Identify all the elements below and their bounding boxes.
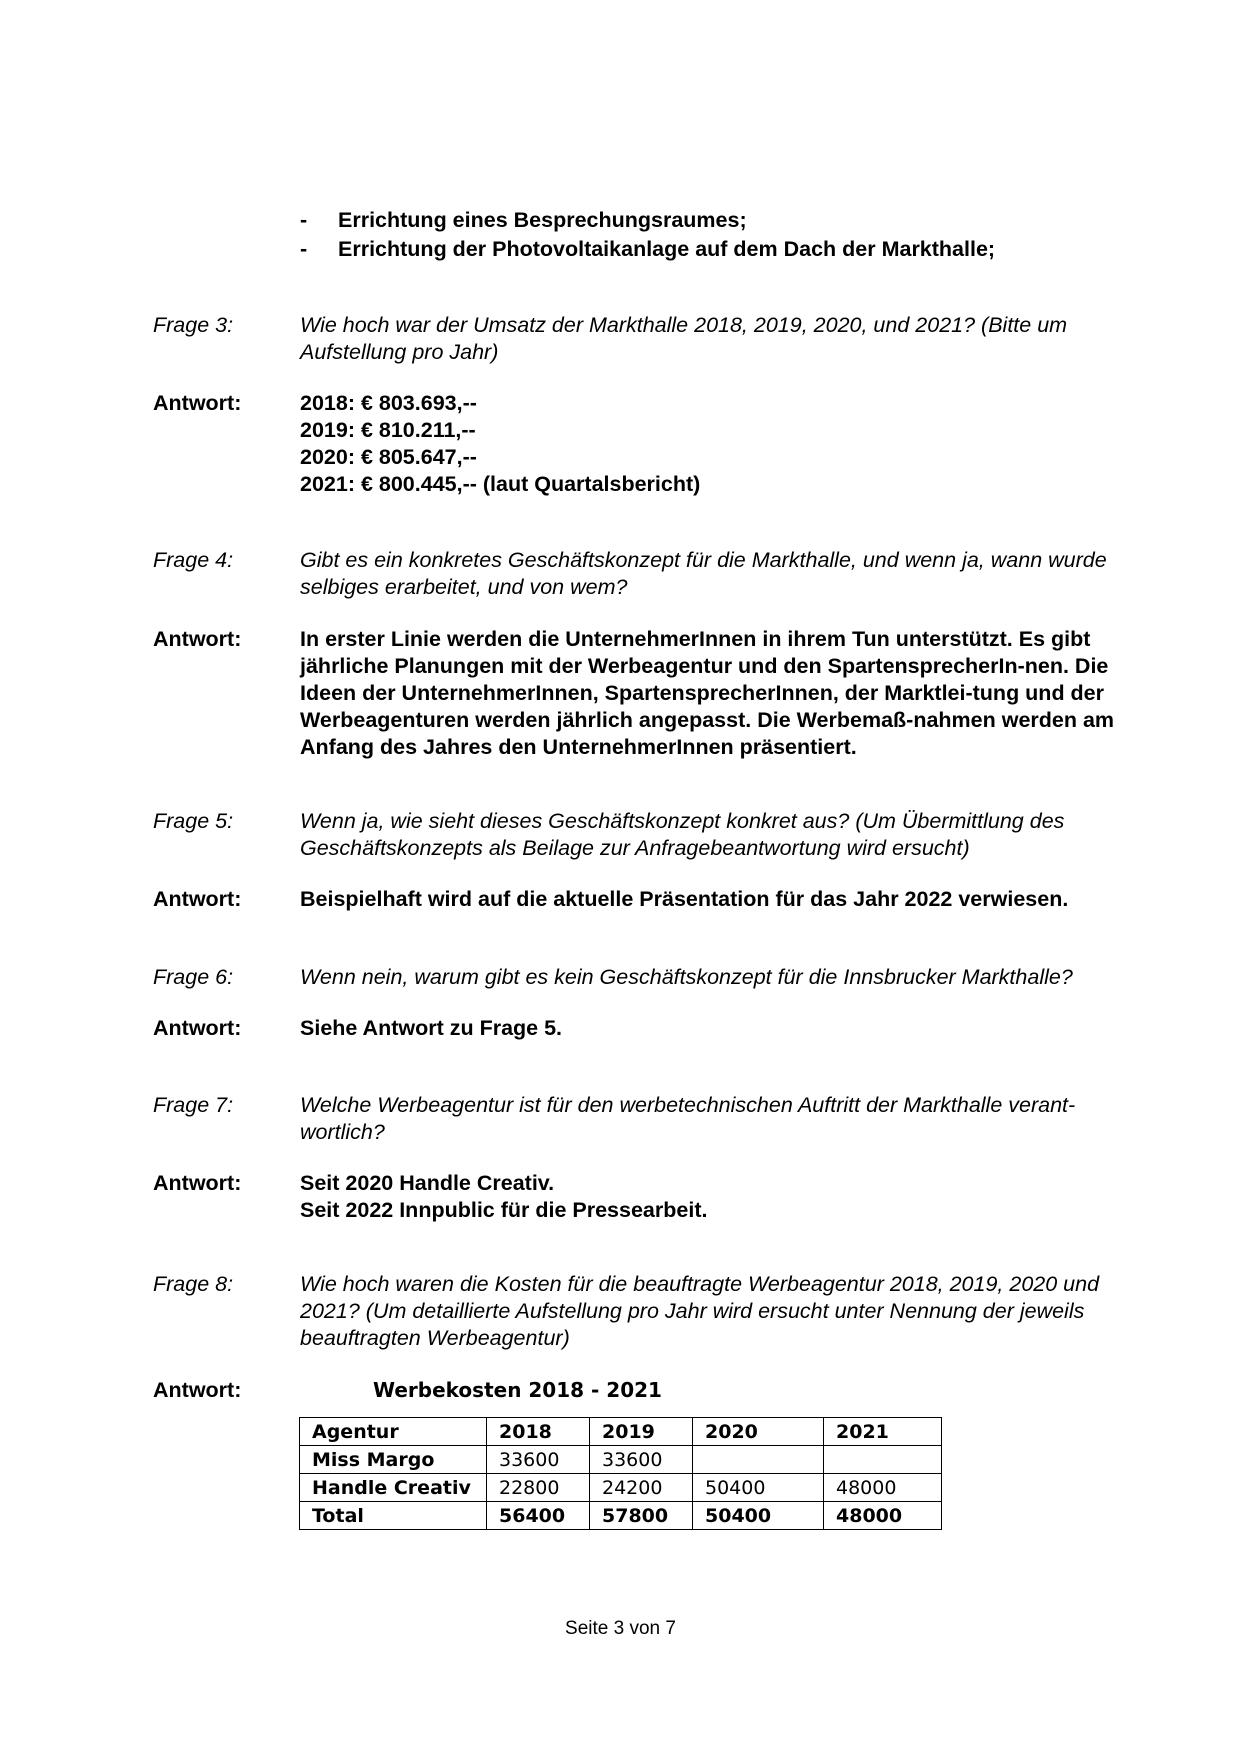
table-header-cell: 2020: [693, 1418, 824, 1446]
table-cell: 50400: [693, 1502, 824, 1530]
answer-7: [153, 1170, 1133, 1224]
table-cell: 57800: [590, 1502, 693, 1530]
question-text: Wenn ja, wie sieht dieses Geschäftskonzept konkret aus? (Um Übermittlung des Geschäftskonzepts als Beilage zur Anfragebeantwortung wird ersucht): [300, 809, 1065, 860]
question-4: [153, 547, 1133, 601]
question-label: Frage 3:: [153, 313, 234, 337]
question-label: Frage 6:: [153, 965, 234, 989]
answer-4: [153, 626, 1133, 761]
answer-text: [300, 1170, 1133, 1224]
question-label: Frage 4:: [153, 548, 234, 572]
table-header-cell: Agentur: [300, 1418, 487, 1446]
table-row: [300, 1446, 942, 1474]
table-total-row: [300, 1502, 942, 1530]
answer-line: 2018: € 803.693,--: [300, 391, 477, 415]
answer-label: Antwort:: [153, 627, 242, 651]
advertising-costs-table: [299, 1417, 942, 1530]
answer-6: [153, 1015, 1133, 1042]
answer-text: Beispielhaft wird auf die aktuelle Präsentation für das Jahr 2022 verwiesen.: [300, 887, 1069, 911]
question-8: [153, 1271, 1133, 1352]
page-footer: Seite 3 von 7: [565, 1618, 676, 1639]
question-5: [153, 808, 1133, 862]
answer-label: Antwort:: [153, 1171, 242, 1195]
table-cell: 33600: [590, 1446, 693, 1474]
question-label: Frage 7:: [153, 1093, 234, 1117]
table-cell: [824, 1446, 942, 1474]
answer-line: 2021: € 800.445,-- (laut Quartalsbericht): [300, 472, 701, 496]
question-text: Gibt es ein konkretes Geschäftskonzept für die Markthalle, und wenn ja, wann wurde selbiges erarbeitet, und von wem?: [300, 548, 1107, 599]
bullet-marker: -: [300, 237, 308, 261]
answer-line: 2019: € 810.211,--: [300, 418, 476, 442]
question-text: Welche Werbeagentur ist für den werbetechnischen Auftritt der Markthalle verant-wortlich?: [300, 1093, 1076, 1144]
table-row: [300, 1474, 942, 1502]
table-cell: Handle Creativ: [300, 1474, 487, 1502]
answer-label: Antwort:: [153, 887, 242, 911]
table-header-cell: 2019: [590, 1418, 693, 1446]
table-header-cell: 2021: [824, 1418, 942, 1446]
table-cell: 22800: [487, 1474, 590, 1502]
table-cell: Total: [300, 1502, 487, 1530]
table-title: Werbekosten 2018 - 2021: [373, 1378, 662, 1402]
bullet-item: [300, 206, 995, 235]
question-3: [153, 312, 1133, 366]
answer-text: Siehe Antwort zu Frage 5.: [300, 1016, 563, 1040]
answer-label: Antwort:: [153, 391, 242, 415]
answer-line: 2020: € 805.647,--: [300, 445, 477, 469]
table-cell: 50400: [693, 1474, 824, 1502]
question-label: Frage 5:: [153, 809, 234, 833]
question-text: Wie hoch waren die Kosten für die beauftragte Werbeagentur 2018, 2019, 2020 und 2021? (Um detaillierte Aufstellung pro Jahr wird ersucht unter Nennung der jeweils beauftragten Werbeagentur): [300, 1272, 1100, 1350]
table-cell: [693, 1446, 824, 1474]
answer-line: Seit 2022 Innpublic für die Pressearbeit.: [300, 1198, 708, 1222]
answer-label: Antwort:: [153, 1378, 242, 1402]
answer-3: [153, 390, 1133, 498]
table-header-cell: 2018: [487, 1418, 590, 1446]
answer-text: In erster Linie werden die UnternehmerInnen in ihrem Tun unterstützt. Es gibt jährliche Planungen mit der Werbeagentur und den SpartensprecherIn-nen. Die Ideen der UnternehmerInnen, SpartensprecherInnen, der Marktlei-tung und der Werbeagenturen werden jährlich angepasst. Die Werbemaß-nahmen werden am Anfang des Jahres den UnternehmerInnen präsentiert.: [300, 627, 1115, 759]
bullet-item: [300, 235, 995, 264]
bullet-text: Errichtung eines Besprechungsraumes;: [338, 208, 747, 232]
question-text: Wie hoch war der Umsatz der Markthalle 2018, 2019, 2020, und 2021? (Bitte um Aufstellung pro Jahr): [300, 313, 1068, 364]
table-cell: 33600: [487, 1446, 590, 1474]
table-cell: 48000: [824, 1474, 942, 1502]
table-cell: 56400: [487, 1502, 590, 1530]
answer-text: [300, 390, 1133, 498]
bullet-list: [300, 206, 995, 264]
answer-5: [153, 886, 1133, 913]
bullet-marker: -: [300, 208, 308, 232]
answer-line: Seit 2020 Handle Creativ.: [300, 1171, 555, 1195]
table-cell: 48000: [824, 1502, 942, 1530]
answer-label: Antwort:: [153, 1016, 242, 1040]
table-header-row: [300, 1418, 942, 1446]
question-6: [153, 964, 1133, 991]
question-label: Frage 8:: [153, 1272, 234, 1296]
table-cell: 24200: [590, 1474, 693, 1502]
question-text: Wenn nein, warum gibt es kein Geschäftskonzept für die Innsbrucker Markthalle?: [300, 965, 1073, 989]
bullet-text: Errichtung der Photovoltaikanlage auf dem Dach der Markthalle;: [338, 237, 996, 261]
table-cell: Miss Margo: [300, 1446, 487, 1474]
question-7: [153, 1092, 1133, 1146]
